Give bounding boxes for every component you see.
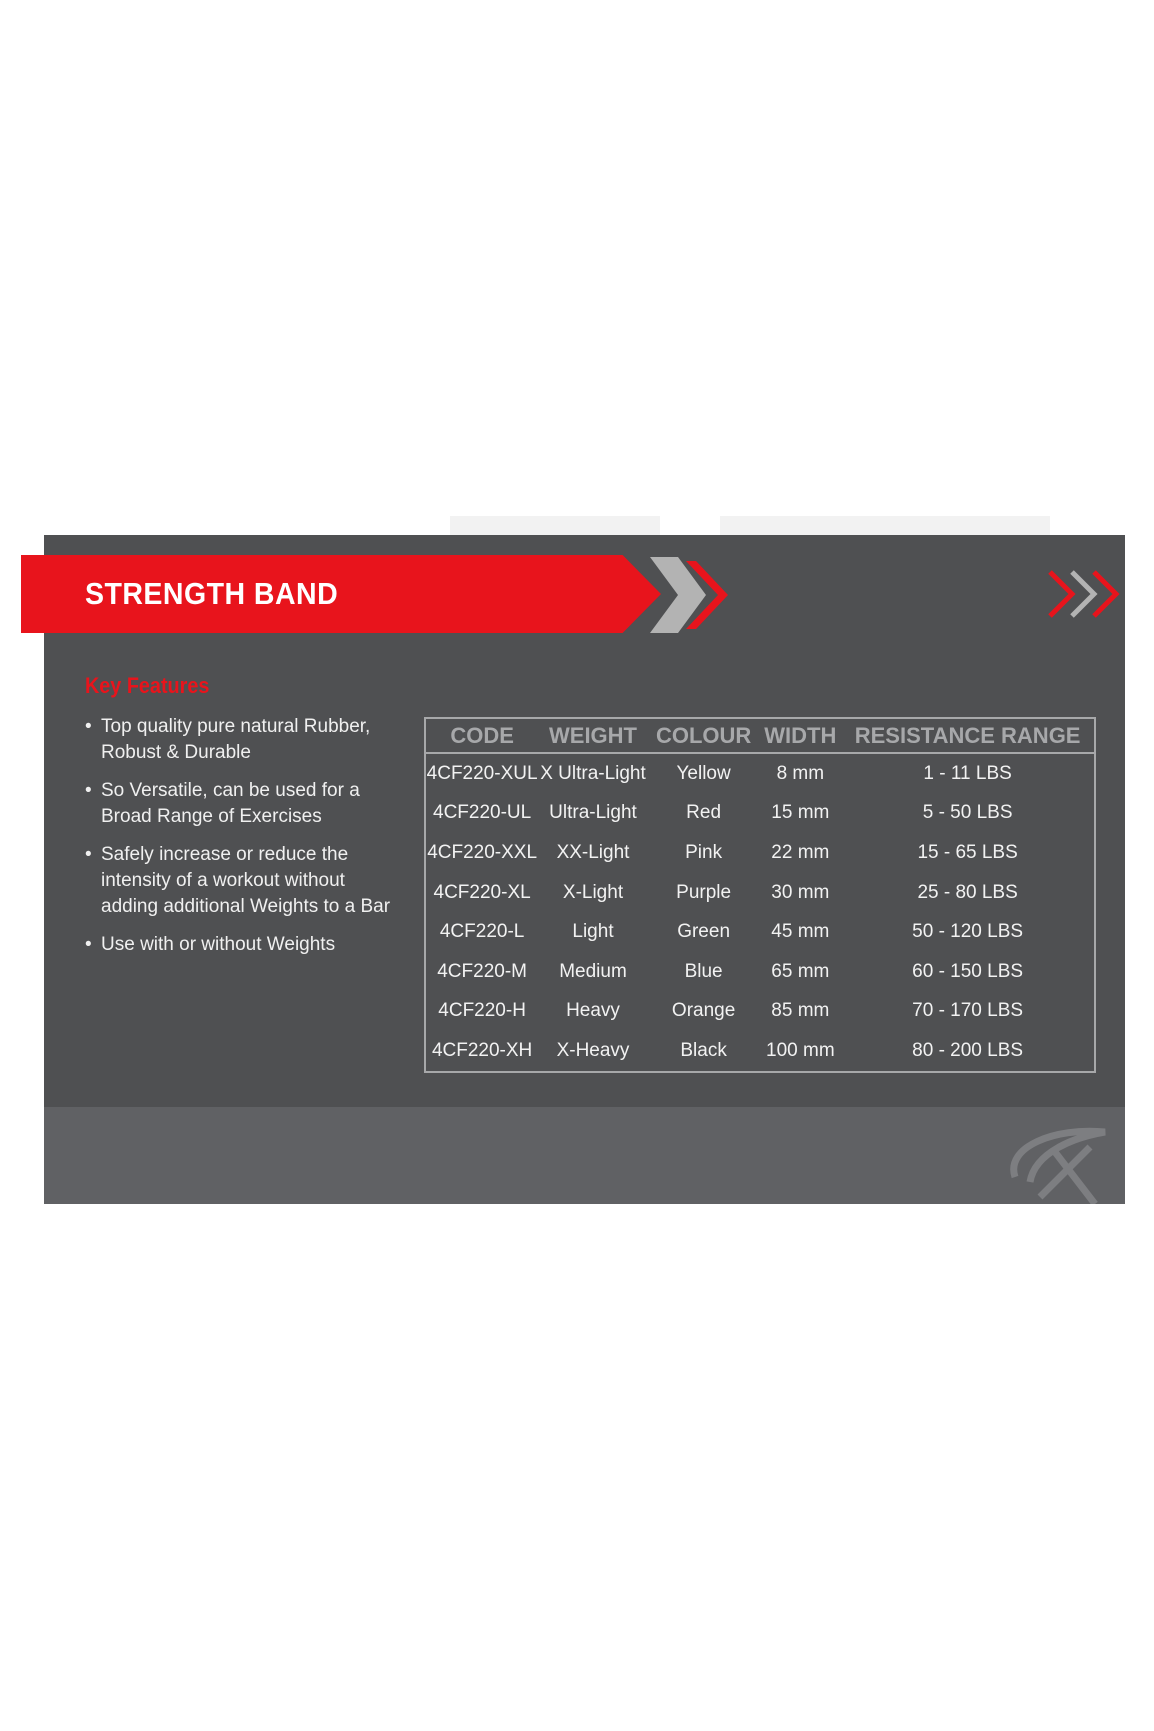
column-header-resistance-range: RESISTANCE RANGE (841, 718, 1095, 753)
cell-width: 85 mm (771, 1000, 830, 1022)
cell-colour: Orange (671, 1000, 736, 1022)
faint-background-strip (420, 516, 1120, 536)
cell-resistance: 1 - 11 LBS (923, 762, 1012, 784)
cell-weight: XX-Light (556, 842, 630, 864)
cell-weight: Heavy (566, 1000, 620, 1022)
table-row (425, 912, 1095, 952)
cell-weight: X Ultra-Light (540, 762, 646, 784)
table-row (425, 833, 1095, 873)
table-row (425, 873, 1095, 913)
cell-code: 4CF220-XUL (426, 762, 538, 784)
column-header-weight: WEIGHT (538, 718, 648, 753)
cell-width: 15 mm (771, 802, 830, 824)
feature-item: • Top quality pure natural Rubber, Robust & Durable (85, 714, 405, 766)
cell-resistance: 80 - 200 LBS (912, 1040, 1024, 1062)
cell-weight: X-Light (562, 881, 624, 903)
table-row (425, 952, 1095, 992)
features-list (85, 714, 405, 970)
cell-colour: Yellow (676, 762, 731, 784)
cell-colour: Green (677, 921, 731, 943)
cell-colour: Blue (684, 960, 723, 982)
cell-width: 45 mm (771, 921, 830, 943)
table-row (425, 753, 1095, 794)
cell-colour: Purple (676, 881, 732, 903)
cell-code: 4CF220-XL (433, 881, 531, 903)
cell-width: 22 mm (771, 842, 830, 864)
cell-code: 4CF220-M (437, 960, 527, 982)
cell-colour: Black (680, 1040, 727, 1062)
cell-code: 4CF220-L (439, 921, 525, 943)
cell-code: 4CF220-H (438, 1000, 526, 1022)
cell-width: 65 mm (771, 960, 830, 982)
banner-title: STRENGTH BAND (85, 576, 339, 611)
column-header-code: CODE (425, 718, 538, 753)
cell-weight: Ultra-Light (549, 802, 637, 824)
cell-code: 4CF220-UL (433, 802, 532, 824)
cell-width: 30 mm (771, 881, 830, 903)
feature-item: • Safely increase or reduce the intensity of a workout without adding additional Weights to a Bar (85, 842, 405, 920)
footer-band (44, 1107, 1125, 1204)
table-row (425, 794, 1095, 834)
table-row (425, 1031, 1095, 1072)
cell-resistance: 15 - 65 LBS (917, 842, 1018, 864)
cell-weight: Light (572, 921, 614, 943)
cell-code: 4CF220-XXL (427, 842, 538, 864)
column-header-width: WIDTH (759, 718, 841, 753)
cell-colour: Red (686, 802, 722, 824)
cell-colour: Pink (685, 842, 723, 864)
table-header-row (425, 718, 1095, 753)
cell-resistance: 60 - 150 LBS (912, 960, 1024, 982)
feature-item: • So Versatile, can be used for a Broad Range of Exercises (85, 778, 405, 830)
double-chevron-right-icon (648, 553, 738, 637)
cell-resistance: 50 - 120 LBS (912, 921, 1024, 943)
cell-width: 100 mm (766, 1040, 835, 1062)
corner-double-chevron-icon (1046, 568, 1124, 620)
features-heading: Key Features (85, 673, 210, 698)
brand-logo (995, 1107, 1125, 1204)
cell-weight: X-Heavy (556, 1040, 630, 1062)
cell-resistance: 5 - 50 LBS (922, 802, 1013, 824)
cell-resistance: 25 - 80 LBS (917, 881, 1018, 903)
column-header-colour: COLOUR (648, 718, 760, 753)
spec-table (424, 717, 1096, 1073)
cell-code: 4CF220-XH (431, 1040, 533, 1062)
feature-item: • Use with or without Weights (85, 932, 405, 958)
cell-width: 8 mm (776, 762, 825, 784)
table-row (425, 992, 1095, 1032)
cell-resistance: 70 - 170 LBS (912, 1000, 1024, 1022)
cell-weight: Medium (559, 960, 627, 982)
